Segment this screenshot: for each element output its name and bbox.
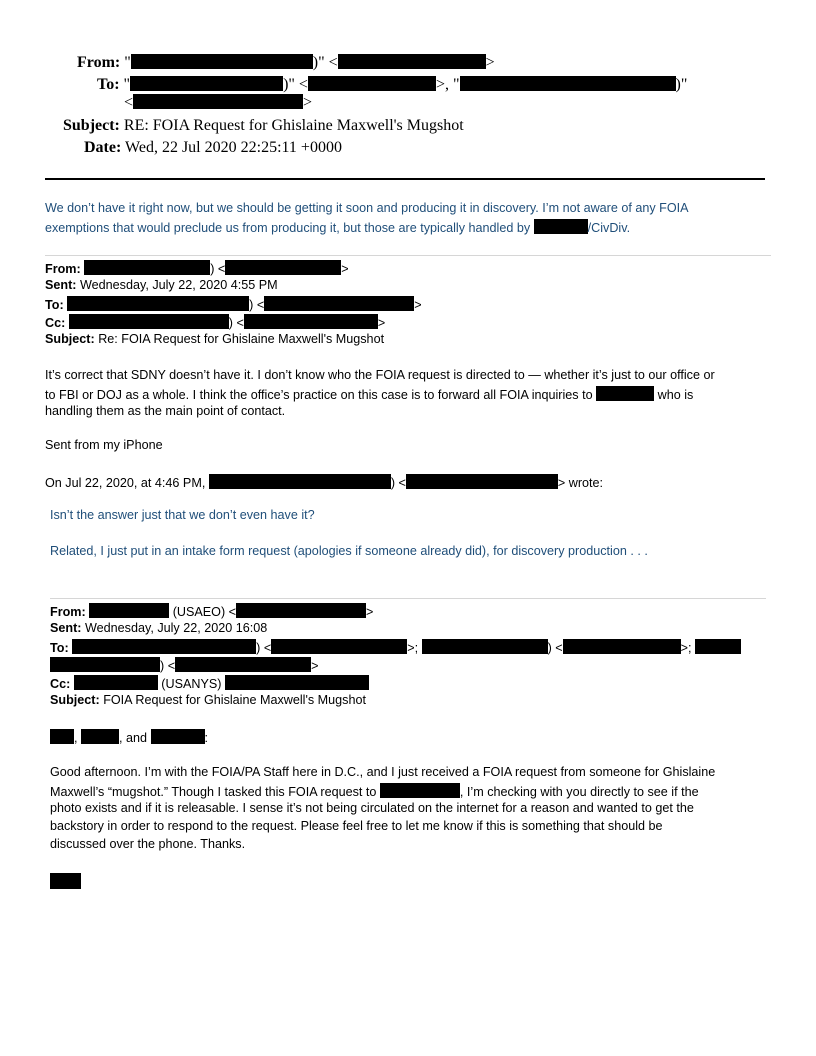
msg2-to-row: To: ) < > (45, 298, 422, 312)
redaction (406, 474, 558, 489)
redaction (133, 94, 303, 109)
redaction (236, 603, 366, 618)
redaction (244, 314, 378, 329)
msg2-quote-intro-tail: wrote: (565, 476, 604, 490)
msg3-subject-label: Subject: (50, 693, 100, 707)
header-to-label: To: (97, 76, 120, 93)
msg3-body-line-4: backstory in order to respond to the request. Please feel free to let me know if this is something that should be (50, 819, 663, 833)
msg3-to-label: To: (50, 641, 69, 655)
reply-line-2 (45, 219, 630, 235)
msg3-body-line-3: photo exists and if it is releasable. I sense it’s not being circulated on the internet for a reason and wanted to get the (50, 801, 694, 815)
redaction (563, 639, 681, 654)
redaction (50, 657, 160, 672)
redaction (271, 639, 407, 654)
msg3-cc-row (50, 675, 369, 691)
redaction (84, 260, 210, 275)
msg3-from-row: From: (USAEO) < > (50, 605, 374, 619)
msg2-to-label: To: (45, 298, 64, 312)
msg2-quote-line-1: Isn’t the answer just that we don’t even have it? (50, 508, 315, 522)
msg2-cc-row: Cc: ) < > (45, 316, 386, 330)
header-from-row: From: " )" < > (77, 54, 495, 71)
msg3-body-line-2 (50, 783, 699, 799)
redaction (67, 296, 249, 311)
msg3-sent-row (50, 621, 267, 635)
msg2-subject-label: Subject: (45, 332, 95, 346)
msg2-sent-row (45, 278, 278, 292)
redaction (74, 675, 158, 690)
msg3-to-row-cont: ) < > (50, 657, 318, 673)
msg2-body-line-3: handling them as the main point of contact. (45, 404, 286, 418)
msg3-cc-label: Cc: (50, 677, 71, 691)
header-to-row-cont: < > (124, 94, 313, 111)
header-divider (45, 178, 765, 180)
msg2-subject: Re: FOIA Request for Ghislaine Maxwell's Mugshot (98, 332, 385, 346)
msg2-body-line-2-text: to FBI or DOJ as a whole. I think the office’s practice on this case is to forward all FOIA inquiries to (45, 388, 597, 402)
header-from-label: From: (77, 54, 121, 71)
msg2-signature: Sent from my iPhone (45, 438, 163, 452)
header-date-label: Date: (84, 139, 122, 156)
redaction (695, 639, 741, 654)
redaction (69, 314, 229, 329)
msg3-greeting: , , and : (50, 729, 208, 745)
redaction (151, 729, 205, 744)
redaction (338, 54, 486, 69)
reply-line-1: We don’t have it right now, but we should be getting it soon and producing it in discovery. I’m not aware of any FOIA (45, 201, 689, 215)
msg2-from-row: From: ) < > (45, 262, 349, 276)
msg2-body-line-1: It’s correct that SDNY doesn’t have it. I don’t know who the FOIA request is directed to — whether it’s just to our office or (45, 368, 715, 382)
redaction (534, 219, 588, 234)
msg2-body-line-2-tail: who is (654, 388, 694, 402)
msg2-subject-row (45, 332, 384, 346)
redaction (175, 657, 311, 672)
header-date: Wed, 22 Jul 2020 22:25:11 +0000 (125, 139, 342, 156)
reply-line-2-tail: /CivDiv. (587, 221, 631, 235)
message-divider (50, 598, 766, 599)
msg3-from-label: From: (50, 605, 86, 619)
redaction (308, 76, 436, 91)
redaction (380, 783, 460, 798)
msg3-greeting-and: , and (119, 731, 151, 745)
msg3-body-line-2-tail: , I’m checking with you directly to see if the (459, 785, 699, 799)
redaction (225, 260, 341, 275)
redaction (89, 603, 169, 618)
msg2-body-line-2 (45, 386, 693, 402)
msg3-subject-row (50, 693, 366, 707)
msg3-body-line-5: discussed over the phone. Thanks. (50, 837, 246, 851)
msg2-quote-intro-text: On Jul 22, 2020, at 4:46 PM, (45, 476, 209, 490)
msg3-sent: Wednesday, July 22, 2020 16:08 (84, 621, 268, 635)
redaction (264, 296, 414, 311)
msg3-from-org: (USAEO) (172, 605, 226, 619)
msg2-quote-intro: On Jul 22, 2020, at 4:46 PM, ) < > wrote: (45, 476, 604, 490)
header-to-row: To: " )" < >, " )" (97, 76, 688, 93)
redaction (81, 729, 119, 744)
redaction (225, 675, 369, 690)
header-date-row (84, 139, 342, 157)
msg3-sent-label: Sent: (50, 621, 82, 635)
header-subject: RE: FOIA Request for Ghislaine Maxwell's Mugshot (123, 117, 464, 134)
msg3-body-line-2-text: Maxwell’s “mugshot.” Though I tasked this FOIA request to (50, 785, 380, 799)
redaction (422, 639, 548, 654)
msg3-subject: FOIA Request for Ghislaine Maxwell's Mugshot (103, 693, 366, 707)
header-subject-row (63, 117, 464, 135)
redaction (130, 76, 283, 91)
redaction (131, 54, 313, 69)
msg3-body-line-1: Good afternoon. I’m with the FOIA/PA Staff here in D.C., and I just received a FOIA request from someone for Ghislaine (50, 765, 716, 779)
msg3-cc-org: (USANYS) (161, 677, 222, 691)
signature-redaction (50, 873, 81, 889)
redaction (72, 639, 256, 654)
msg2-quote-line-2: Related, I just put in an intake form request (apologies if someone already did), for discovery production . . . (50, 544, 648, 558)
redaction (596, 386, 654, 401)
redaction (460, 76, 676, 91)
msg2-sent-label: Sent: (45, 278, 77, 292)
redaction (50, 729, 74, 744)
header-subject-label: Subject: (63, 117, 120, 134)
message-divider (45, 255, 771, 256)
msg3-to-row: To: ) < >; ) < >; (50, 639, 741, 655)
msg2-from-label: From: (45, 262, 81, 276)
msg2-cc-label: Cc: (45, 316, 66, 330)
reply-line-2-text: exemptions that would preclude us from producing it, but those are typically handled by (45, 221, 534, 235)
msg2-sent: Wednesday, July 22, 2020 4:55 PM (79, 278, 278, 292)
redaction (209, 474, 391, 489)
